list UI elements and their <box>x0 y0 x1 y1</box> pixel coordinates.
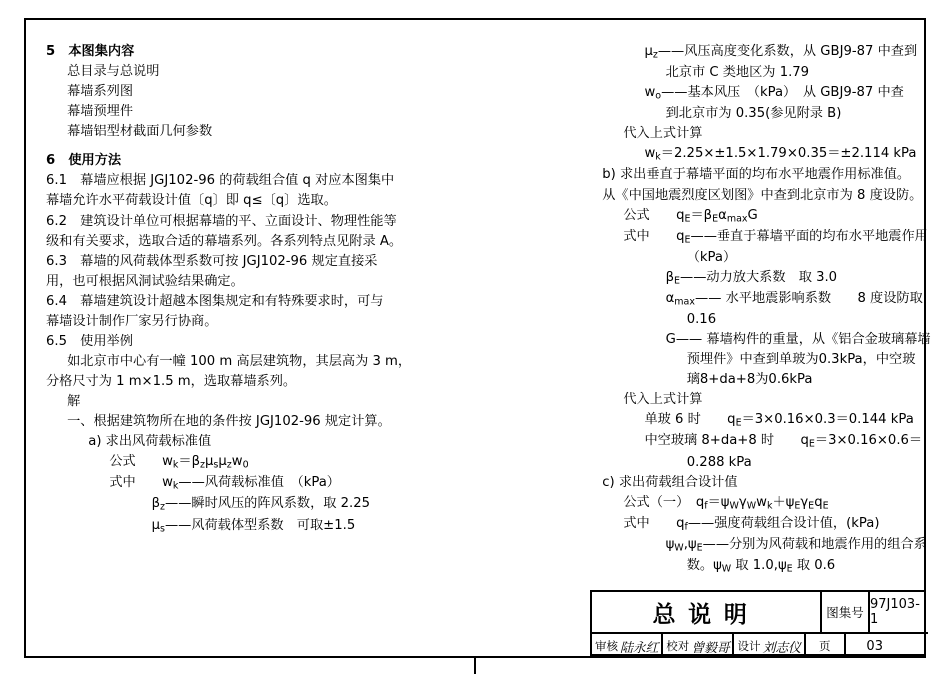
text-line: 公式（一） $q_f=\psi_W\gamma_Ww_k+\psi_E\gamma_Eq_E$ <box>623 494 829 512</box>
text-line: 用，也可根据风洞试验结果确定。 <box>46 273 244 289</box>
text-line: a) 求出风荷载标准值 <box>88 434 212 450</box>
text-line: $\alpha_{max}——$ 水平地震影响系数 8 度设防取 <box>665 290 923 308</box>
text-line: 代入上式计算 <box>623 392 703 408</box>
text-line: 单玻 6 时 $q_E=3\times 0.16\times 0.3=0.144$ kPa <box>644 412 914 429</box>
text-line: 式中 $q_E——$垂直于幕墙平面的均布水平地震作用 <box>623 228 928 246</box>
text-line: b) 求出垂直于幕墙平面的均布水平地震作用标准值。 <box>602 167 911 183</box>
checker-cell <box>663 634 734 658</box>
text-line: 总目录与总说明 <box>67 64 160 80</box>
designer-signature: 刘志仪 <box>762 640 801 656</box>
atlas-code-label: 图集号 <box>822 592 870 634</box>
text-line: 6.3 幕墙的风荷载体型系数可按 JGJ102-96 规定直接采 <box>46 253 378 269</box>
checker-label: 校对 <box>666 639 690 653</box>
text-line: 一、根据建筑物所在地的条件按 JGJ102-96 规定计算。 <box>67 414 391 430</box>
text-line: 如北京市中心有一幢 100 m 高层建筑物，其层高为 3 m， <box>67 353 412 369</box>
text-line: 北京市 C 类地区为 1.79 <box>665 65 810 81</box>
text-line: $\mu_s——$风荷载体型系数 可取±1.5 <box>151 517 356 535</box>
text-line: 分格尺寸为 1 m×1.5 m，选取幕墙系列。 <box>46 374 297 389</box>
text-line: 6.2 建筑设计单位可根据幕墙的平、立面设计、物理性能等 <box>46 213 397 229</box>
text-line: c) 求出荷载组合设计值 <box>602 474 738 490</box>
text-line: 式中 $q_f——$强度荷载组合设计值，(kPa) <box>623 515 880 533</box>
text-line: $\beta_z——$瞬时风压的阵风系数，取 2.25 <box>151 496 371 514</box>
text-line: G—— 幕墙构件的重量，从《铝合金玻璃幕墙 <box>665 332 931 348</box>
designer-label: 设计 <box>737 639 761 653</box>
atlas-code-value: 97J103-1 <box>870 592 928 634</box>
text-line: 幕墙允许水平荷载设计值〔q〕即 q≤〔q〕选取。 <box>46 193 337 209</box>
text-line: 幕墙铝型材截面几何参数 <box>67 124 213 140</box>
text-line: $\beta_E——$动力放大系数 取 3.0 <box>665 269 838 287</box>
text-line: 公式 $q_E=\beta_E\alpha_{max}G$ <box>623 207 758 225</box>
sheet-title-text: 总说明 <box>652 600 760 628</box>
section-heading: 6 使用方法 <box>46 153 122 169</box>
text-line: $w_o——$基本风压 （kPa） 从 GBJ9-87 中查 <box>644 85 904 102</box>
page-number: 03 <box>866 638 883 654</box>
page-label: 页 <box>806 634 846 658</box>
text-line: 6.4 幕墙建筑设计超越本图集规定和有特殊要求时，可与 <box>46 293 384 309</box>
text-line: 公式 $w_k=\beta_z\mu_s\mu_zw_0$ <box>109 454 249 471</box>
reviewer-label: 审核 <box>595 639 618 653</box>
signature-row <box>592 634 928 658</box>
text-line: 级和有关要求，选取合适的幕墙系列。各系列特点见附录 A。 <box>46 233 403 249</box>
text-line: 中空玻璃 8+da+8 时 $q_E=3\times 0.16\times 0.6=$ <box>644 433 923 451</box>
text-line: 到北京市为 0.35(参见附录 B) <box>665 106 842 122</box>
text-line: 璃8+da+8为0.6kPa <box>686 372 813 388</box>
text-line: 数。$\psi_W$ 取 $1.0,\psi_E$ 取 0.6 <box>686 557 836 575</box>
reviewer-signature: 陆永红 <box>620 640 659 656</box>
title-block <box>590 590 926 656</box>
designer-cell <box>734 634 805 658</box>
text-line: 代入上式计算 <box>623 126 703 142</box>
text-line: 6.1 幕墙应根据 JGJ102-96 的荷载组合值 q 对应本图集中 <box>46 173 395 189</box>
text-line: 幕墙系列图 <box>67 84 134 100</box>
text-line: 式中 $w_k——$风荷载标准值 （kPa） <box>109 475 340 492</box>
text-line: 从《中国地震烈度区划图》中查到北京市为 8 度设防。 <box>602 187 923 203</box>
crop-mark <box>474 658 476 674</box>
text-line: 0.16 <box>686 312 717 328</box>
reviewer-cell <box>592 634 663 658</box>
text-line: 预埋件》中查到单玻为0.3kPa，中空玻 <box>686 352 916 368</box>
text-line: 解 <box>67 394 81 410</box>
sheet-title <box>592 592 822 634</box>
text-line: 6.5 使用举例 <box>46 333 133 349</box>
spacer <box>46 142 446 151</box>
left-text-column <box>46 42 446 537</box>
text-line: 0.288 kPa <box>686 454 752 470</box>
text-line: $\mu_z——$风压高度变化系数，从 GBJ9-87 中查到 <box>644 44 918 61</box>
text-line: $w_k=2.25\times\pm 1.5\times 1.79\times 0.35=\pm 2.114$ kPa <box>644 146 917 164</box>
section-heading: 5 本图集内容 <box>46 44 135 59</box>
text-line: （kPa） <box>686 249 737 265</box>
text-line: $\psi_W,\psi_E——$分别为风荷载和地震作用的组合系 <box>665 536 927 554</box>
right-text-column <box>560 42 931 577</box>
text-line: 幕墙预埋件 <box>67 104 134 120</box>
text-line: 幕墙设计制作厂家另行协商。 <box>46 313 218 329</box>
checker-signature: 曾毅哥 <box>691 640 730 656</box>
